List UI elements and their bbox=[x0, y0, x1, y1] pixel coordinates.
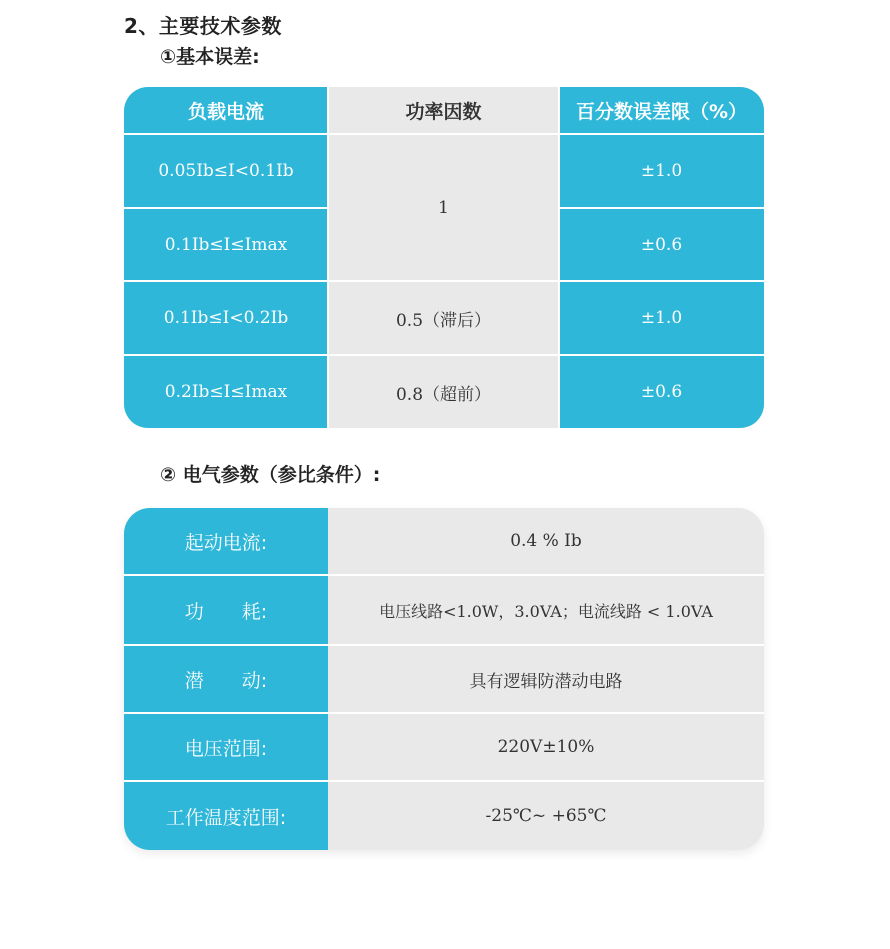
section-title: 2、主要技术参数 bbox=[124, 14, 282, 38]
basic-error-subtitle: ①基本误差: bbox=[160, 46, 260, 68]
row-divider bbox=[124, 280, 764, 282]
label-start-current: 起动电流: bbox=[124, 508, 328, 574]
label-power-consumption: 功 耗: bbox=[124, 576, 328, 644]
row3-limit: ±1.0 bbox=[559, 282, 764, 354]
row1-limit: ±1.0 bbox=[559, 135, 764, 207]
row4-power-factor: 0.8（超前） bbox=[328, 356, 559, 428]
table-row bbox=[124, 646, 764, 712]
row-divider bbox=[124, 354, 764, 356]
value-creep: 具有逻辑防潜动电路 bbox=[469, 671, 623, 692]
header-error-limit: 百分数误差限（%） bbox=[559, 87, 764, 133]
row4-current: 0.2Ib≤I≤Imax bbox=[124, 356, 328, 428]
row3-current: 0.1Ib≤I<0.2Ib bbox=[124, 282, 328, 354]
electrical-params-table bbox=[124, 508, 764, 850]
header-load-current: 负载电流 bbox=[124, 87, 328, 133]
electrical-params-subtitle: ② 电气参数（参比条件）: bbox=[160, 464, 381, 486]
row4-limit: ±0.6 bbox=[559, 356, 764, 428]
table-row bbox=[124, 508, 764, 574]
header-divider bbox=[124, 133, 764, 135]
value-temperature-range: -25℃~ +65℃ bbox=[485, 806, 607, 826]
row-divider bbox=[559, 207, 764, 209]
row3-power-factor: 0.5（滞后） bbox=[328, 282, 559, 354]
value-voltage-range: 220V±10% bbox=[497, 737, 595, 757]
table-row bbox=[124, 576, 764, 644]
row-divider bbox=[124, 207, 328, 209]
header-power-factor: 功率因数 bbox=[328, 87, 559, 133]
row2-limit: ±0.6 bbox=[559, 209, 764, 280]
table-row bbox=[124, 714, 764, 780]
row1-current: 0.05Ib≤I<0.1Ib bbox=[124, 135, 328, 207]
value-power-consumption: 电压线路<1.0W，3.0VA；电流线路 < 1.0VA bbox=[379, 601, 713, 621]
column-divider bbox=[558, 87, 560, 428]
label-voltage-range: 电压范围: bbox=[124, 714, 328, 780]
label-temperature-range: 工作温度范围: bbox=[124, 782, 328, 850]
row2-current: 0.1Ib≤I≤Imax bbox=[124, 209, 328, 280]
merged-power-factor: 1 bbox=[328, 135, 559, 280]
column-divider bbox=[327, 87, 329, 428]
basic-error-table bbox=[124, 87, 764, 428]
value-start-current: 0.4 % Ib bbox=[510, 531, 582, 551]
table-row bbox=[124, 782, 764, 850]
label-creep: 潜 动: bbox=[124, 646, 328, 712]
